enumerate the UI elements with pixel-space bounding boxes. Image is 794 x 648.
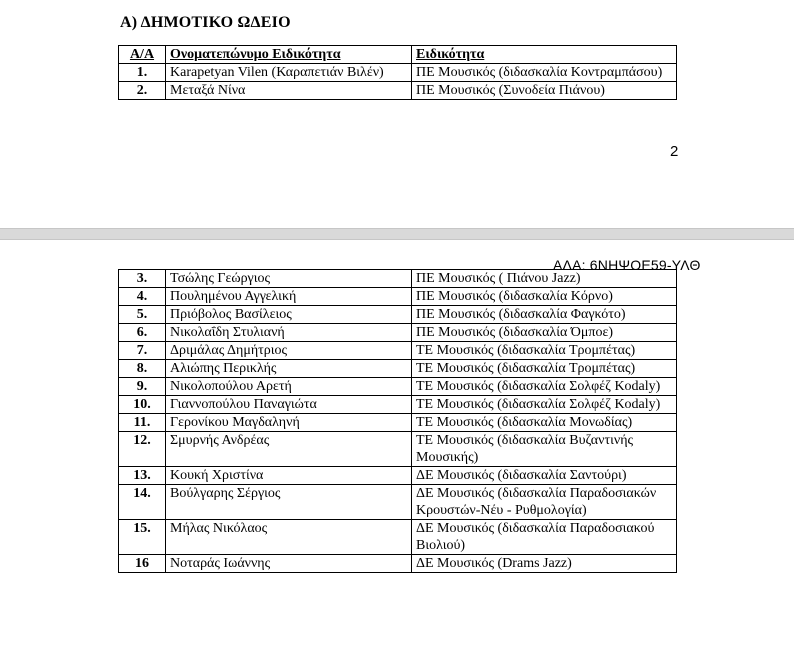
row-number: 9. [119, 378, 166, 396]
table-row [119, 324, 677, 342]
header-name: Ονοματεπώνυμο Ειδικότητα [166, 46, 412, 64]
table-header-row [119, 46, 677, 64]
table-row [119, 485, 677, 520]
row-number: 5. [119, 306, 166, 324]
row-name: Γερονίκου Μαγδαληνή [166, 414, 412, 432]
row-number: 1. [119, 64, 166, 82]
row-number: 15. [119, 520, 166, 555]
row-specialty: ΤΕ Μουσικός (διδασκαλία Μονωδίας) [412, 414, 677, 432]
row-specialty: ΠΕ Μουσικός (διδασκαλία Όμποε) [412, 324, 677, 342]
table-row [119, 378, 677, 396]
table-row [119, 432, 677, 467]
page-number: 2 [670, 143, 679, 160]
document-page-2 [0, 240, 794, 648]
row-name: Βούλγαρης Σέργιος [166, 485, 412, 520]
row-name: Τσώλης Γεώργιος [166, 270, 412, 288]
table-row [119, 520, 677, 555]
section-title: Α) ΔΗΜΟΤΙΚΟ ΩΔΕΙΟ [120, 14, 291, 31]
table-row [119, 270, 677, 288]
row-specialty: ΤΕ Μουσικός (διδασκαλία Βυζαντινής Μουσικής) [412, 432, 677, 467]
row-specialty: ΠΕ Μουσικός ( Πιάνου Jazz) [412, 270, 677, 288]
table-row [119, 467, 677, 485]
ada-code: ΑΔΑ: 6ΝΗΨΟΕ59-ΥΛΘ [553, 257, 701, 273]
row-specialty: ΔΕ Μουσικός (διδασκαλία Σαντούρι) [412, 467, 677, 485]
row-name: Karapetyan Vilen (Καραπετιάν Βιλέν) [166, 64, 412, 82]
row-name: Μεταξά Νίνα [166, 82, 412, 100]
table-row [119, 555, 677, 573]
row-specialty: ΤΕ Μουσικός (διδασκαλία Τρομπέτας) [412, 360, 677, 378]
row-number: 10. [119, 396, 166, 414]
row-number: 4. [119, 288, 166, 306]
row-number: 6. [119, 324, 166, 342]
row-name: Μήλας Νικόλαος [166, 520, 412, 555]
row-specialty: ΤΕ Μουσικός (διδασκαλία Τρομπέτας) [412, 342, 677, 360]
row-specialty: ΠΕ Μουσικός (Συνοδεία Πιάνου) [412, 82, 677, 100]
row-specialty: ΤΕ Μουσικός (διδασκαλία Σολφέζ Kodaly) [412, 378, 677, 396]
row-number: 2. [119, 82, 166, 100]
row-name: Νικολαΐδη Στυλιανή [166, 324, 412, 342]
row-name: Δριμάλας Δημήτριος [166, 342, 412, 360]
row-specialty: ΔΕ Μουσικός (διδασκαλία Παραδοσιακών Κρουστών-Νέυ - Ρυθμολογία) [412, 485, 677, 520]
row-name: Πριόβολος Βασίλειος [166, 306, 412, 324]
table-row [119, 414, 677, 432]
staff-table-page-1 [118, 45, 677, 100]
row-name: Πουλημένου Αγγελική [166, 288, 412, 306]
page-separator [0, 228, 794, 240]
table-row [119, 360, 677, 378]
table-row [119, 64, 677, 82]
row-name: Κουκή Χριστίνα [166, 467, 412, 485]
row-number: 8. [119, 360, 166, 378]
row-specialty: ΔΕ Μουσικός (διδασκαλία Παραδοσιακού Βιολιού) [412, 520, 677, 555]
row-name: Σμυρνής Ανδρέας [166, 432, 412, 467]
header-specialty: Ειδικότητα [412, 46, 677, 64]
table-row [119, 288, 677, 306]
table-row [119, 342, 677, 360]
row-specialty: ΠΕ Μουσικός (διδασκαλία Φαγκότο) [412, 306, 677, 324]
row-name: Νικολοπούλου Αρετή [166, 378, 412, 396]
row-number: 13. [119, 467, 166, 485]
row-name: Νοταράς Ιωάννης [166, 555, 412, 573]
table-row [119, 306, 677, 324]
row-number: 7. [119, 342, 166, 360]
row-number: 12. [119, 432, 166, 467]
document-page-1 [0, 0, 794, 228]
row-name: Γιαννοπούλου Παναγιώτα [166, 396, 412, 414]
staff-table-page-2 [118, 269, 677, 573]
row-specialty: ΤΕ Μουσικός (διδασκαλία Σολφέζ Kodaly) [412, 396, 677, 414]
row-specialty: ΠΕ Μουσικός (διδασκαλία Κοντραμπάσου) [412, 64, 677, 82]
row-number: 3. [119, 270, 166, 288]
header-number: Α/Α [119, 46, 166, 64]
row-specialty: ΠΕ Μουσικός (διδασκαλία Κόρνο) [412, 288, 677, 306]
row-number: 16 [119, 555, 166, 573]
table-row [119, 82, 677, 100]
table-row [119, 396, 677, 414]
row-number: 14. [119, 485, 166, 520]
row-name: Αλιώπης Περικλής [166, 360, 412, 378]
row-specialty: ΔΕ Μουσικός (Drams Jazz) [412, 555, 677, 573]
row-number: 11. [119, 414, 166, 432]
